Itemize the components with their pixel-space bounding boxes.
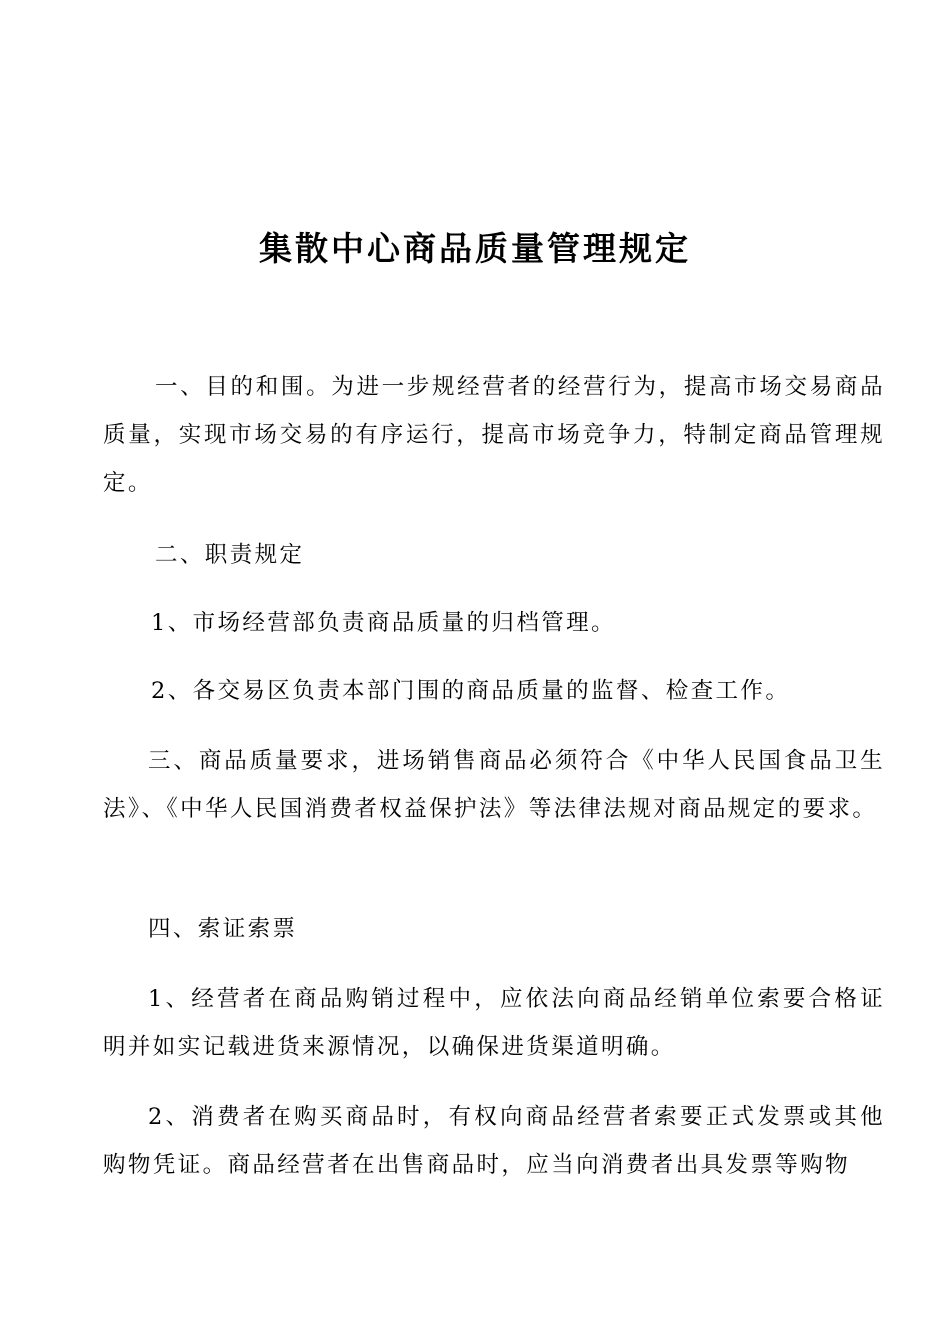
paragraph-invoices-2: 2、消费者在购买商品时，有权向商品经营者索要正式发票或其他购物凭证。商品经营者在出售商品时，应当向消费者出具发票等购物: [103, 1104, 885, 1178]
paragraph-responsibility-1: 1、市场经营部负责商品质量的归档管理。: [151, 610, 616, 636]
paragraph-invoices-heading: 四、索证索票: [148, 916, 298, 942]
paragraph-responsibilities-heading: 二、职责规定: [155, 542, 305, 568]
paragraph-responsibility-2: 2、各交易区负责本部门围的商品质量的监督、检查工作。: [151, 678, 791, 704]
paragraph-purpose-scope: 一、目的和围。为进一步规经营者的经营行为，提高市场交易商品质量，实现市场交易的有序运行，提高市场竞争力，特制定商品管理规定。: [103, 374, 885, 496]
paragraph-quality-requirements: 三、商品质量要求，进场销售商品必须符合《中华人民国食品卫生法》、《中华人民国消费者权益保护法》等法律法规对商品规定的要求。: [103, 748, 885, 822]
document-title: 集散中心商品质量管理规定: [259, 229, 691, 268]
paragraph-invoices-1: 1、经营者在商品购销过程中，应依法向商品经销单位索要合格证明并如实记载进货来源情况，以确保进货渠道明确。: [103, 986, 885, 1060]
